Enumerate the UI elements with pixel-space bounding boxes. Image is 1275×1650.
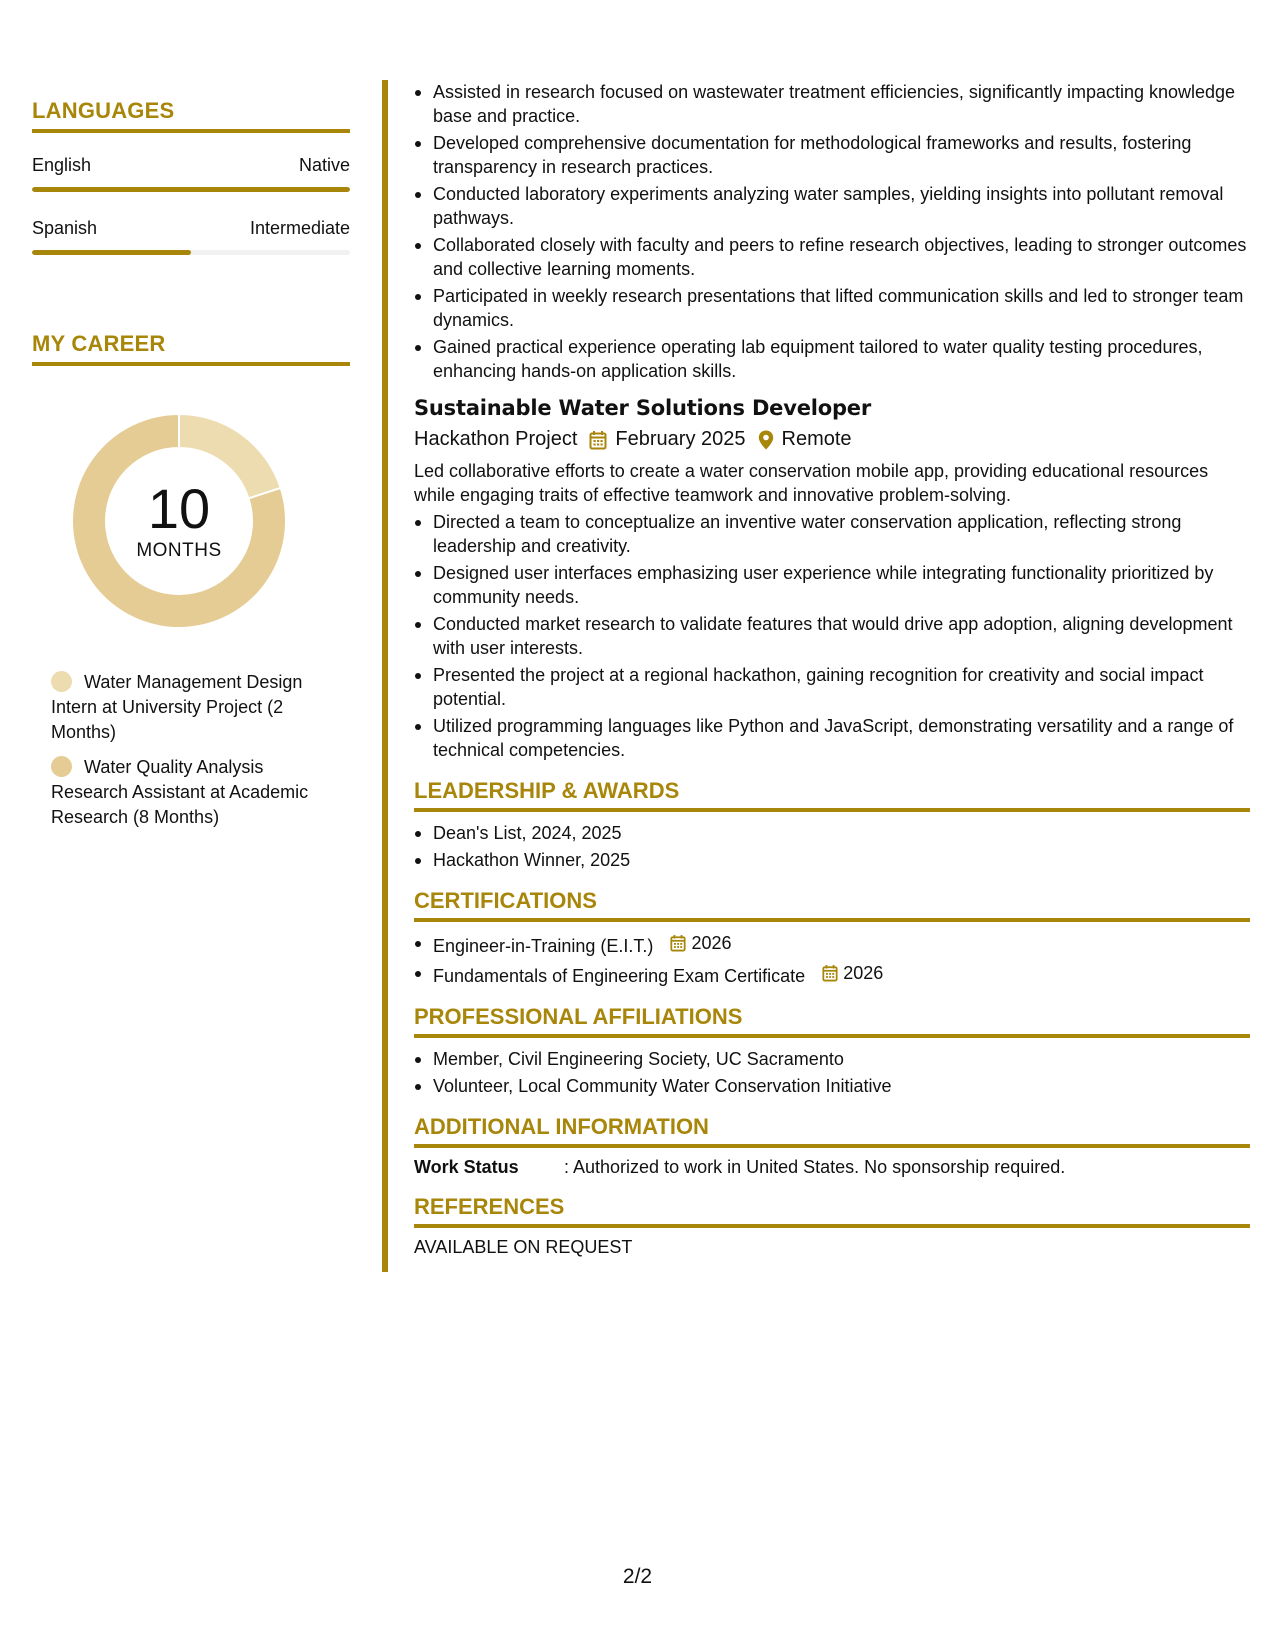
list-item: Participated in weekly research presentations that lifted communication skills and led to stronger team dynamics.	[414, 284, 1250, 332]
legend-dot	[51, 671, 72, 692]
career-legend	[32, 670, 322, 830]
list-item: Hackathon Winner, 2025	[414, 848, 1250, 872]
language-name: Spanish	[32, 218, 98, 238]
language-proficiency-fill	[32, 187, 350, 192]
list-item: Conducted laboratory experiments analyzing water samples, yielding insights into pollutant removal pathways.	[414, 182, 1250, 230]
list-item: Presented the project at a regional hackathon, gaining recognition for creativity and social impact potential.	[414, 663, 1250, 711]
legend-label: Water Quality Analysis Research Assistant at Academic Research (8 Months)	[51, 757, 309, 827]
career-total-unit: MONTHS	[136, 540, 222, 561]
page-number: 2/2	[622, 1565, 653, 1588]
calendar-icon	[822, 964, 838, 982]
column-divider	[382, 80, 388, 1272]
list-item: Volunteer, Local Community Water Conservation Initiative	[414, 1074, 1250, 1098]
job-bullets	[414, 510, 1250, 762]
certification-year: 2026	[691, 933, 732, 953]
additional-info-heading: ADDITIONAL INFORMATION	[414, 1114, 1250, 1148]
references-text: AVAILABLE ON REQUEST	[414, 1237, 633, 1257]
calendar-icon	[670, 934, 686, 952]
job-meta	[414, 428, 1250, 451]
list-item: Gained practical experience operating lab equipment tailored to water quality testing procedures, enhancing hands-on application skills.	[414, 335, 1250, 383]
list-item: Dean's List, 2024, 2025	[414, 821, 1250, 845]
job-description: Led collaborative efforts to create a water conservation mobile app, providing educational resources while engaging traits of effective teamwork and innovative problem-solving.	[414, 461, 1209, 505]
list-item	[414, 931, 1250, 958]
certifications-heading: CERTIFICATIONS	[414, 888, 1250, 922]
list-item: Designed user interfaces emphasizing user experience while integrating functionality prioritized by community needs.	[414, 561, 1250, 609]
certification-name: Fundamentals of Engineering Exam Certificate	[433, 966, 806, 986]
language-proficiency-bar	[32, 187, 350, 192]
calendar-icon	[589, 430, 607, 450]
career-total-value: 10	[147, 477, 211, 540]
leadership-list	[414, 821, 1250, 872]
work-status-label: Work Status	[414, 1157, 519, 1177]
job-location: Remote	[781, 428, 852, 450]
references-heading: REFERENCES	[414, 1194, 1250, 1228]
list-item: Developed comprehensive documentation for methodological frameworks and results, fostering transparency in research practices.	[414, 131, 1250, 179]
certifications-list	[414, 931, 1250, 988]
job-title: Sustainable Water Solutions Developer	[414, 396, 872, 420]
location-pin-icon	[758, 430, 774, 450]
certification-name: Engineer-in-Training (E.I.T.)	[433, 936, 654, 956]
leadership-heading: LEADERSHIP & AWARDS	[414, 778, 1250, 812]
language-english	[32, 155, 350, 192]
job-date: February 2025	[615, 428, 746, 450]
list-item	[414, 961, 1250, 988]
right-column	[414, 80, 1250, 1258]
list-item: Directed a team to conceptualize an inventive water conservation application, reflecting strong leadership and creativity.	[414, 510, 1250, 558]
legend-dot	[51, 756, 72, 777]
list-item: Collaborated closely with faculty and peers to refine research objectives, leading to stronger outcomes and collective learning moments.	[414, 233, 1250, 281]
list-item: Conducted market research to validate features that would drive app adoption, aligning development with user interests.	[414, 612, 1250, 660]
career-heading: MY CAREER	[32, 331, 350, 366]
work-status-value: : Authorized to work in United States. No sponsorship required.	[564, 1157, 1066, 1177]
affiliations-list	[414, 1047, 1250, 1098]
list-item: Assisted in research focused on wastewater treatment efficiencies, significantly impacting knowledge base and practice.	[414, 80, 1250, 128]
language-spanish	[32, 218, 350, 255]
legend-item	[51, 755, 322, 830]
list-item: Member, Civil Engineering Society, UC Sacramento	[414, 1047, 1250, 1071]
languages-heading: LANGUAGES	[32, 98, 350, 133]
left-column	[32, 98, 350, 840]
affiliations-heading: PROFESSIONAL AFFILIATIONS	[414, 1004, 1250, 1038]
language-name: English	[32, 155, 92, 175]
list-item: Utilized programming languages like Python and JavaScript, demonstrating versatility and a range of technical competencies.	[414, 714, 1250, 762]
language-level: Native	[298, 155, 350, 175]
language-level: Intermediate	[249, 218, 350, 238]
career-donut-chart	[66, 408, 292, 634]
language-proficiency-fill	[32, 250, 191, 255]
legend-item	[51, 670, 322, 745]
legend-label: Water Management Design Intern at University Project (2 Months)	[51, 672, 303, 742]
language-proficiency-bar	[32, 250, 350, 255]
previous-job-bullets	[414, 80, 1250, 383]
job-organization: Hackathon Project	[414, 428, 578, 450]
certification-year: 2026	[843, 963, 884, 983]
work-status-row	[414, 1157, 1250, 1178]
